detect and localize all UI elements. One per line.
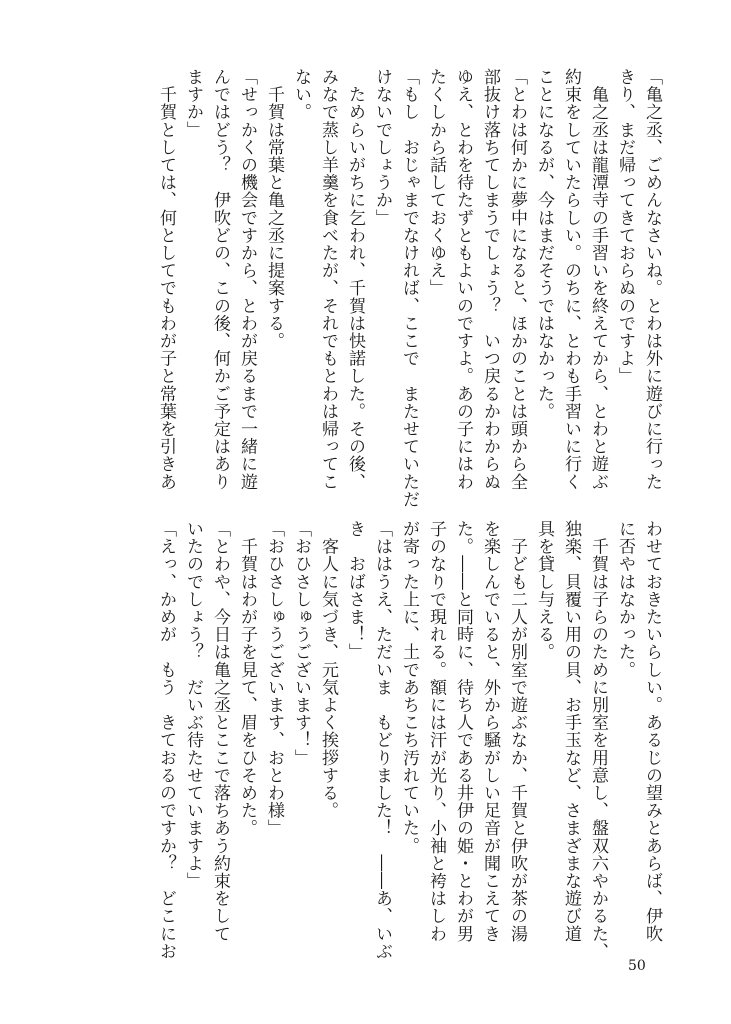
text-line: 亀之丞は龍潭寺の手習いを終えてから、とわと遊ぶ	[588, 68, 608, 491]
text-line: ゆえ、とわを待たずともよいのですよ。あの子にはわ	[453, 68, 473, 491]
text-line: に否やはなかった。	[615, 520, 635, 679]
text-line: 「せっかくの機会ですから、とわが戻るまで一緒に遊	[237, 68, 257, 491]
page-number: 50	[628, 958, 646, 974]
text-line: 千賀としては、何としてでもわが子と常葉を引きあ	[156, 68, 176, 491]
text-line: たくしから話しておくゆえ」	[426, 68, 446, 297]
text-line: 千賀はわが子を見て、眉をひそめた。	[237, 520, 257, 837]
text-block-top	[65, 68, 665, 508]
text-block-bottom	[65, 520, 665, 960]
text-line: き おばさま！」	[345, 520, 365, 661]
text-line: た。――と同時に、待ち人である井伊の姫・とわが男	[453, 520, 473, 943]
text-line: 具を貸し与える。	[534, 520, 554, 661]
text-line: 「おひさしゅうございます、おとわ様」	[264, 520, 284, 837]
text-line: わせておきたいらしい。あるじの望みとあらば、伊吹	[642, 520, 662, 943]
text-line: 千賀は常葉と亀之丞に提案する。	[264, 68, 284, 350]
text-line: ためらいがちに乞われ、千賀は快諾した。その後、	[345, 68, 365, 491]
text-line: 部抜け落ちてしまうでしょう？ いつ戻るかわからぬ	[480, 68, 500, 491]
text-line: を楽しんでいると、外から騒がしい足音が聞こえてき	[480, 520, 500, 943]
text-line: 「おひさしゅうございます！」	[291, 520, 311, 767]
text-line: けないでしょうか」	[372, 68, 392, 227]
text-line: 独楽、貝覆い用の貝、お手玉など、さまざまな遊び道	[561, 520, 581, 943]
text-line: ない。	[291, 68, 311, 121]
text-line: ますか」	[183, 68, 203, 139]
text-line: ことになるが、今はまだそうではなかった。	[534, 68, 554, 420]
text-line: 「ははうえ、ただいま もどりました！ ――あ、いぶ	[372, 520, 392, 960]
text-line: 「もし おじゃまでなければ、ここで またせていただ	[399, 68, 419, 508]
text-line: 「とわや、今日は亀之丞とここで落ちあう約束をして	[210, 520, 230, 943]
text-line: きり、まだ帰ってきておらぬのですよ」	[615, 68, 635, 385]
text-line: んではどう？ 伊吹どの、この後、何かご予定はあり	[210, 68, 230, 491]
text-line: 「亀之丞、ごめんなさいね。とわは外に遊びに行った	[642, 68, 662, 491]
text-line: いたのでしょう？ だいぶ待たせていますよ」	[183, 520, 203, 890]
text-line: 「とわは何かに夢中になると、ほかのことは頭から全	[507, 68, 527, 491]
text-line: 子のなりで現れる。額には汗が光り、小袖と袴はしわ	[426, 520, 446, 943]
text-line: が寄った上に、土であちこち汚れていた。	[399, 520, 419, 855]
text-line: 「えっ、かめが もう きておるのですか？ どこにお	[156, 520, 176, 960]
text-line: 千賀は子らのために別室を用意し、盤双六やかるた、	[588, 520, 608, 960]
text-line: みなで蒸し羊羹を食べたが、それでもとわは帰ってこ	[318, 68, 338, 491]
text-line: 子ども二人が別室で遊ぶなか、千賀と伊吹が茶の湯	[507, 520, 527, 943]
text-line: 約束をしていたらしい。のちに、とわも手習いに行く	[561, 68, 581, 491]
text-line: 客人に気づき、元気よく挨拶する。	[318, 520, 338, 820]
